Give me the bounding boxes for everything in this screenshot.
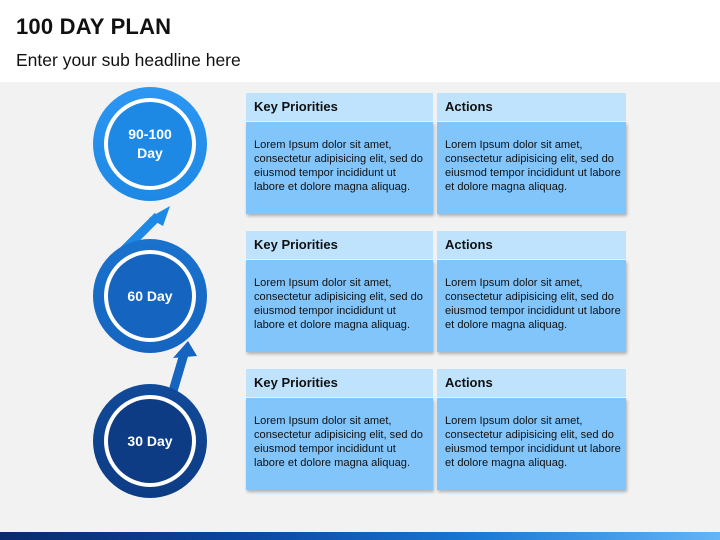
actions-header: Actions [437, 231, 626, 259]
actions-cell: Lorem Ipsum dolor sit amet, consectetur adipisicing elit, sed do eiusmod tempor incididunt ut labore et dolore magna aliquag. [437, 260, 626, 352]
page-subtitle: Enter your sub headline here [16, 50, 241, 70]
key-priorities-cell: Lorem Ipsum dolor sit amet, consectetur adipisicing elit, sed do eiusmod tempor incididunt ut labore et dolore magna aliquag. [246, 398, 433, 490]
actions-cell: Lorem Ipsum dolor sit amet, consectetur adipisicing elit, sed do eiusmod tempor incididunt ut labore et dolore magna aliquag. [437, 122, 626, 214]
actions-header: Actions [437, 93, 626, 121]
key-priorities-header: Key Priorities [246, 369, 433, 397]
key-priorities-cell: Lorem Ipsum dolor sit amet, consectetur adipisicing elit, sed do eiusmod tempor incididunt ut labore et dolore magna aliquag. [246, 122, 433, 214]
stage-label: 60 Day [127, 288, 173, 304]
stage-label-line1: 90-100 [128, 126, 172, 142]
page-title: 100 DAY PLAN [16, 14, 172, 39]
stage-ring-90-100 [93, 87, 207, 201]
stage-label: 30 Day [127, 433, 173, 449]
footer-bar [0, 532, 720, 540]
actions-cell: Lorem Ipsum dolor sit amet, consectetur adipisicing elit, sed do eiusmod tempor incididunt ut labore et dolore magna aliquag. [437, 398, 626, 490]
stage-ring-30 [93, 384, 207, 498]
stage-label-line2: Day [137, 145, 163, 161]
key-priorities-header: Key Priorities [246, 93, 433, 121]
key-priorities-header: Key Priorities [246, 231, 433, 259]
key-priorities-cell: Lorem Ipsum dolor sit amet, consectetur adipisicing elit, sed do eiusmod tempor incididunt ut labore et dolore magna aliquag. [246, 260, 433, 352]
stage-ring-60 [93, 239, 207, 353]
actions-header: Actions [437, 369, 626, 397]
